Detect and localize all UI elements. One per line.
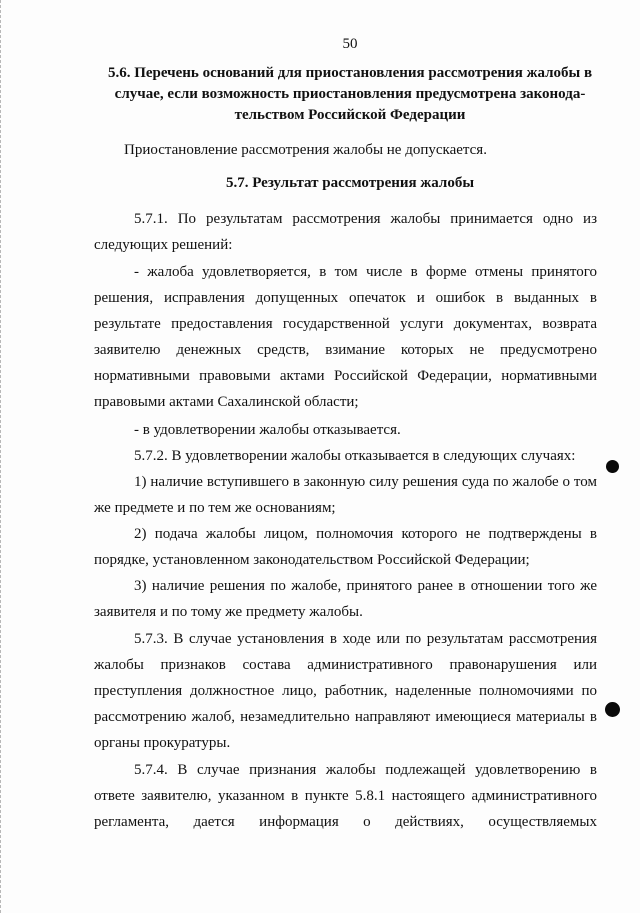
case-1: 1) наличие вступившего в законную силу решения суда по жалобе о том же предмете и по тем же основаниям;: [94, 474, 597, 516]
case-3: 3) наличие решения по жалобе, принятого ранее в отношении того же заявителя и по тому же предмету жалобы.: [94, 578, 597, 620]
paragraph-5-7-3: 5.7.3. В случае установления в ходе или по результатам рассмотрения жалобы признаков состава административного правонарушения или преступления должностное лицо, работник, наделенные полномочиями по рассмотрению жалоб, незамедлительно направляют имеющиеся материалы в органы прокуратуры.: [94, 631, 597, 751]
paragraph-5-7-1: 5.7.1. По результатам рассмотрения жалобы принимается одно из следующих решений:: [94, 211, 597, 253]
list-item-satisfied: - жалоба удовлетворяется, в том числе в форме отмены принятого решения, исправления допущенных опечаток и ошибок в выданных в результате предоставления государственной услуги документах, возврата заявителю денежных средств, взимание которых не предусмотрено нормативными правовыми актами Российской Федерации, нормативными правовыми актами Сахалинской области;: [94, 264, 597, 410]
page-edge-divider: [0, 0, 3, 913]
case-2: 2) подача жалобы лицом, полномочия которого не подтверждены в порядке, установленном законодательством Российской Федерации;: [94, 526, 597, 568]
binding-hole-mark: [606, 460, 619, 473]
section-5-6-heading: 5.6. Перечень оснований для приостановления рассмотрения жалобы в случае, если возможность приостановления предусмотрена законода-тельством Российской Федерации: [107, 65, 593, 123]
binding-hole-mark: [605, 702, 620, 717]
list-item-refused: - в удовлетворении жалобы отказывается.: [134, 422, 401, 438]
paragraph-5-7-2: 5.7.2. В удовлетворении жалобы отказывается в следующих случаях:: [134, 448, 576, 464]
paragraph-5-7-4: 5.7.4. В случае признания жалобы подлежащей удовлетворению в ответе заявителю, указанном в пункте 5.8.1 настоящего административного регламента, дается информация о действиях, осуществляемых: [94, 762, 597, 830]
section-5-7-heading: 5.7. Результат рассмотрения жалобы: [225, 175, 475, 191]
page-number: 50: [342, 36, 358, 52]
section-5-6-text: Приостановление рассмотрения жалобы не допускается.: [124, 142, 487, 158]
